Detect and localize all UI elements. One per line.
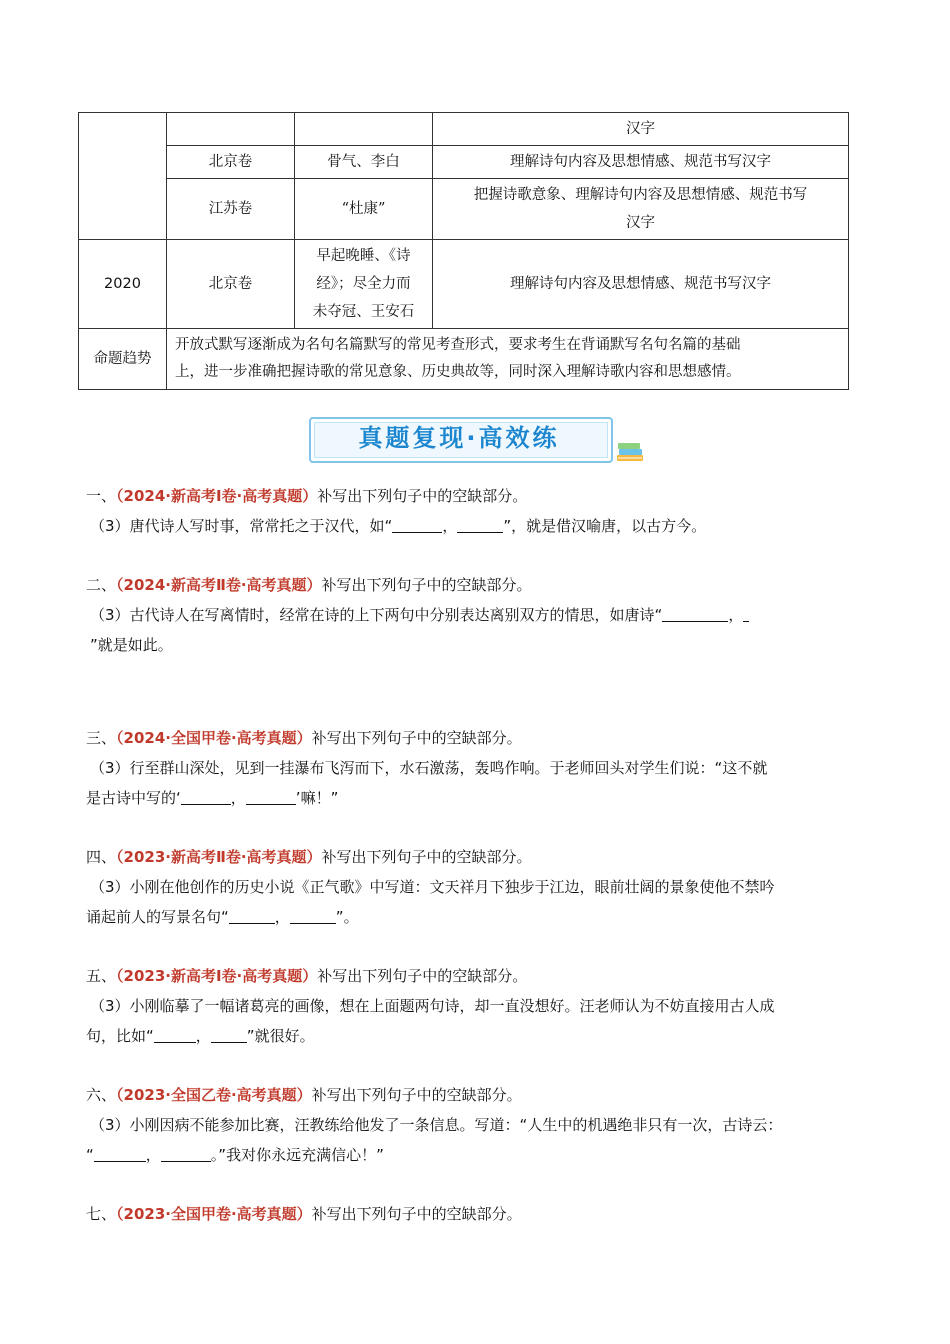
requirement-cell <box>433 179 849 240</box>
question-text: （3）小刚因病不能参加比赛，汪教练给他发了一条信息。写道：“人生中的机遇绝非只有一次，古诗云： <box>90 1116 783 1134</box>
separator: ， <box>274 908 290 926</box>
question-instruction: 补写出下列句子中的空缺部分。 <box>321 848 532 866</box>
question-4 <box>86 842 866 932</box>
answer-blank[interactable] <box>392 518 442 533</box>
question-1 <box>86 481 866 541</box>
question-text: 诵起前人的写景名句“ <box>86 908 229 926</box>
section-banner <box>309 415 641 463</box>
answer-blank[interactable] <box>743 607 749 622</box>
question-instruction: 补写出下列句子中的空缺部分。 <box>311 1086 522 1104</box>
question-text: ”，就是借汉喻唐，以古方今。 <box>503 517 707 535</box>
requirement-cell: 汉字 <box>433 113 849 146</box>
question-text: （3）小刚在他创作的历史小说《正气歌》中写道：文天祥月下独步于江边，眼前壮阔的景象使他不禁吟 <box>90 878 775 896</box>
question-number: 三、 <box>86 729 117 747</box>
question-source: （2023·全国乙卷·高考真题） <box>116 1086 312 1104</box>
topic-cell: 骨气、李白 <box>295 146 433 179</box>
separator: ， <box>145 1146 161 1164</box>
question-text: “ <box>86 1146 94 1164</box>
question-source: （2023·新高考Ⅰ卷·高考真题） <box>116 967 318 985</box>
topic-line: 未夺冠、王安石 <box>312 304 415 320</box>
question-text: （3）唐代诗人写时事，常常托之于汉代，如“ <box>90 517 393 535</box>
banner-title: 真题复现·高效练 <box>358 424 560 452</box>
question-2 <box>86 570 866 660</box>
question-text: （3）古代诗人在写离情时，经常在诗的上下两句中分别表达离别双方的情思，如唐诗“ <box>90 606 663 624</box>
req-line: 把握诗歌意象、理解诗句内容及思想情感、规范书写 <box>473 187 808 203</box>
separator: ， <box>728 606 744 624</box>
topic-cell <box>295 113 433 146</box>
question-text: ”。 <box>335 908 359 926</box>
paper-cell: 江苏卷 <box>167 179 295 240</box>
topic-cell <box>295 240 433 329</box>
question-text: ”就很好。 <box>246 1027 315 1045</box>
question-instruction: 补写出下列句子中的空缺部分。 <box>317 487 528 505</box>
question-text: ’嘛！” <box>295 789 339 807</box>
question-text: （3）行至群山深处，见到一挂瀑布飞泻而下，水石激荡，轰鸣作响。于老师回头对学生们说：“这不就 <box>90 759 768 777</box>
paper-cell <box>167 113 295 146</box>
question-text: ”就是如此。 <box>90 636 173 654</box>
answer-blank[interactable] <box>246 790 296 805</box>
question-number: 四、 <box>86 848 117 866</box>
question-instruction: 补写出下列句子中的空缺部分。 <box>311 729 522 747</box>
answer-blank[interactable] <box>154 1028 196 1043</box>
topic-line: 经》；尽全力而 <box>316 276 411 292</box>
question-number: 七、 <box>86 1205 117 1223</box>
requirement-cell: 理解诗句内容及思想情感、规范书写汉字 <box>433 240 849 329</box>
question-number: 六、 <box>86 1086 117 1104</box>
answer-blank[interactable] <box>290 909 336 924</box>
question-5 <box>86 961 866 1051</box>
topic-cell: “杜康” <box>295 179 433 240</box>
question-3 <box>86 723 866 813</box>
question-instruction: 补写出下列句子中的空缺部分。 <box>317 967 528 985</box>
question-text: 是古诗中写的‘ <box>86 789 181 807</box>
trend-text <box>167 329 849 390</box>
question-instruction: 补写出下列句子中的空缺部分。 <box>321 576 532 594</box>
trend-line: 开放式默写逐渐成为名句名篇默写的常见考查形式，要求考生在背诵默写名句名篇的基础 <box>175 337 741 353</box>
requirement-cell: 理解诗句内容及思想情感、规范书写汉字 <box>433 146 849 179</box>
question-source: （2024·全国甲卷·高考真题） <box>116 729 312 747</box>
question-instruction: 补写出下列句子中的空缺部分。 <box>311 1205 522 1223</box>
paper-cell: 北京卷 <box>167 146 295 179</box>
answer-blank[interactable] <box>161 1147 211 1162</box>
trend-line: 上，进一步准确把握诗歌的常见意象、历史典故等，同时深入理解诗歌内容和思想感情。 <box>175 364 741 380</box>
answer-blank[interactable] <box>229 909 275 924</box>
trend-label: 命题趋势 <box>79 329 167 390</box>
question-6 <box>86 1080 866 1170</box>
year-cell <box>79 113 167 240</box>
question-source: （2023·新高考Ⅱ卷·高考真题） <box>116 848 322 866</box>
question-text: 句，比如“ <box>86 1027 154 1045</box>
answer-blank[interactable] <box>457 518 503 533</box>
exam-analysis-table <box>78 112 849 390</box>
separator: ， <box>442 517 458 535</box>
year-cell: 2020 <box>79 240 167 329</box>
question-number: 二、 <box>86 576 117 594</box>
question-text: 。”我对你永远充满信心！” <box>210 1146 384 1164</box>
separator: ， <box>195 1027 211 1045</box>
answer-blank[interactable] <box>662 607 728 622</box>
topic-line: 早起晚睡、《诗 <box>316 248 411 264</box>
req-line: 汉字 <box>626 215 655 231</box>
answer-blank[interactable] <box>94 1147 146 1162</box>
question-source: （2024·新高考Ⅱ卷·高考真题） <box>116 576 322 594</box>
question-7 <box>86 1199 866 1229</box>
question-number: 一、 <box>86 487 117 505</box>
separator: ， <box>230 789 246 807</box>
question-text: （3）小刚临摹了一幅诸葛亮的画像，想在上面题两句诗，却一直没想好。汪老师认为不妨直接用古人成 <box>90 997 775 1015</box>
books-icon <box>615 439 645 463</box>
answer-blank[interactable] <box>181 790 231 805</box>
answer-blank[interactable] <box>211 1028 247 1043</box>
paper-cell: 北京卷 <box>167 240 295 329</box>
question-number: 五、 <box>86 967 117 985</box>
question-source: （2024·新高考Ⅰ卷·高考真题） <box>116 487 318 505</box>
question-source: （2023·全国甲卷·高考真题） <box>116 1205 312 1223</box>
